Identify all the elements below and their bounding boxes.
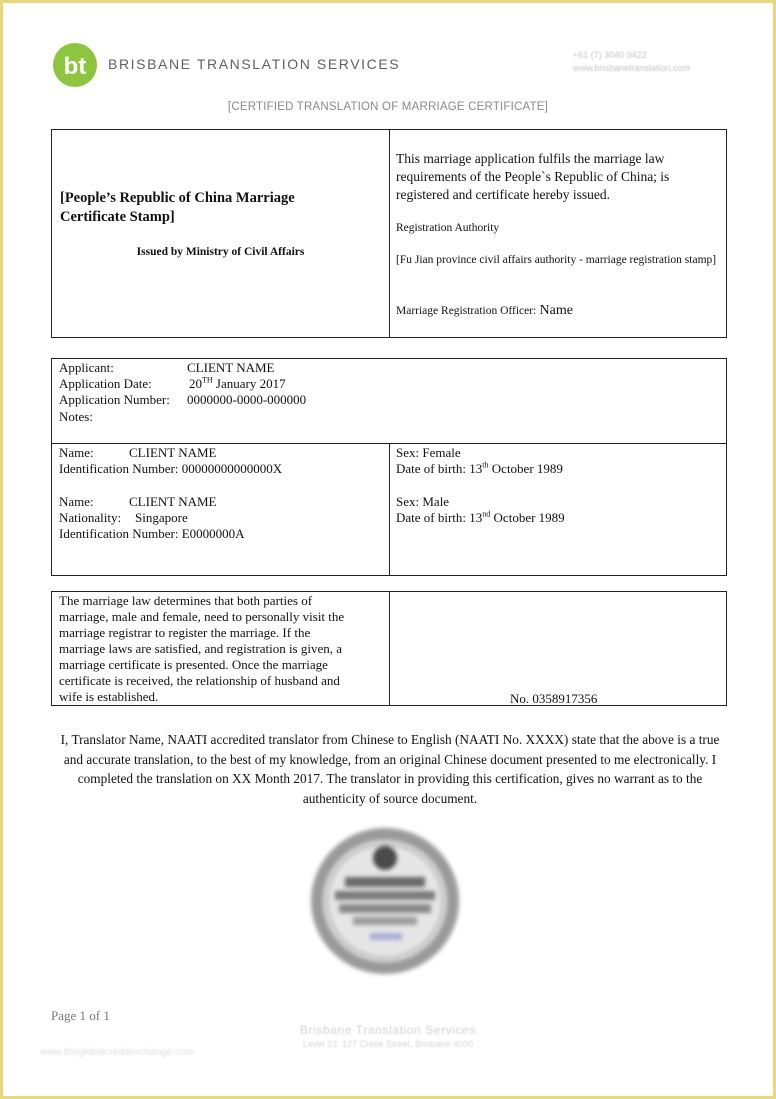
law-line: marriage certificate is presented. Once the marriage — [59, 657, 328, 672]
application-date-value — [189, 376, 286, 392]
person2-dob-rest: October 1989 — [490, 510, 565, 525]
logo-text: bt — [63, 53, 87, 80]
person2-dob — [396, 510, 565, 526]
law-line: wife is established. — [59, 689, 159, 704]
person1-name-label: Name: — [59, 445, 94, 460]
marriage-law-text — [59, 593, 344, 705]
translator-seal-icon — [308, 825, 463, 977]
applicant-value: CLIENT NAME — [187, 360, 275, 375]
date-rest: January 2017 — [212, 376, 286, 391]
person2-nationality-value: Singapore — [135, 510, 188, 525]
person1-dob-rest: October 1989 — [488, 461, 563, 476]
law-line: marriage registrar to register the marriage. If the — [59, 625, 311, 640]
officer-label: Marriage Registration Officer: — [396, 305, 537, 317]
law-line: marriage, male and female, need to personally visit the — [59, 609, 345, 624]
law-line: The marriage law determines that both parties of — [59, 593, 313, 608]
stamp-title — [60, 189, 295, 227]
person1-id: Identification Number: 00000000000000X — [59, 461, 283, 476]
person2-dob-prefix: Date of birth: 13 — [396, 510, 483, 525]
document-title: [CERTIFIED TRANSLATION OF MARRIAGE CERTIFICATE] — [227, 101, 549, 113]
stamp-title-line1: [People’s Republic of China Marriage — [60, 190, 295, 206]
law-line: marriage laws are satisfied, and registration is given, a — [59, 641, 343, 656]
footer-address: Level 23, 127 Creek Street, Brisbane 4000 — [302, 1039, 474, 1049]
date-day: 20 — [189, 376, 202, 391]
phone-number: +61 (7) 3040 9422 — [573, 50, 647, 60]
registration-authority: Registration Authority — [396, 222, 500, 234]
issued-by: Issued by Ministry of Civil Affairs — [136, 246, 305, 258]
person1-dob-prefix: Date of birth: 13 — [396, 461, 483, 476]
officer-line — [396, 302, 573, 319]
stamp-title-line2: Certificate Stamp] — [60, 209, 175, 225]
authority-stamp: [Fu Jian province civil affairs authority - marriage registration stamp] — [396, 254, 717, 266]
person1-name-value: CLIENT NAME — [129, 445, 217, 460]
page-number: Page 1 of 1 — [51, 1008, 110, 1023]
certificate-number: No. 0358917356 — [510, 691, 598, 706]
person1-sex: Sex: Female — [396, 445, 461, 460]
officer-name: Name — [539, 303, 573, 318]
law-line: certificate is received, the relationship of husband and — [59, 673, 340, 688]
application-number-label: Application Number: — [59, 392, 170, 407]
brand-name: BRISBANE TRANSLATION SERVICES — [108, 56, 401, 72]
brand-logo-icon — [53, 43, 97, 87]
application-date-label: Application Date: — [59, 376, 152, 391]
footer-company: Brisbane Translation Services — [299, 1023, 477, 1037]
website: www.brisbanetranslation.com — [573, 63, 691, 73]
person2-dob-suffix: nd — [482, 509, 491, 519]
person1-dob-suffix: th — [482, 460, 489, 470]
watermark: www.theglobalcreditexchange.com — [40, 1047, 194, 1058]
applicant-label: Applicant: — [59, 360, 114, 375]
registration-statement: This marriage application fulfils the marriage law requirements of the People`s Republic of China; is registered and certificate hereby issued. — [396, 151, 670, 202]
person1-dob — [396, 461, 563, 477]
translator-declaration: I, Translator Name, NAATI accredited translator from Chinese to English (NAATI No. XXXX) state that the above is a true and accurate translation, to the best of my knowledge, from an original Chinese document presented to me electronically. I completed the translation on XX Month 2017. The translator in providing this certification, gives no warrant as to the authenticity of source document. — [60, 732, 720, 806]
parties-divider — [389, 443, 390, 576]
date-suffix: TH — [202, 375, 213, 385]
top-box-divider — [389, 129, 390, 338]
law-box-divider — [389, 591, 390, 706]
person2-sex: Sex: Male — [396, 494, 450, 509]
contact-info — [573, 49, 690, 75]
notes-label: Notes: — [59, 409, 93, 424]
person2-id: Identification Number: E0000000A — [59, 526, 245, 541]
person2-name-label: Name: — [59, 494, 94, 509]
application-number-value: 0000000-0000-000000 — [187, 392, 307, 407]
person2-name-value: CLIENT NAME — [129, 494, 217, 509]
person2-nationality-label: Nationality: — [59, 510, 122, 525]
